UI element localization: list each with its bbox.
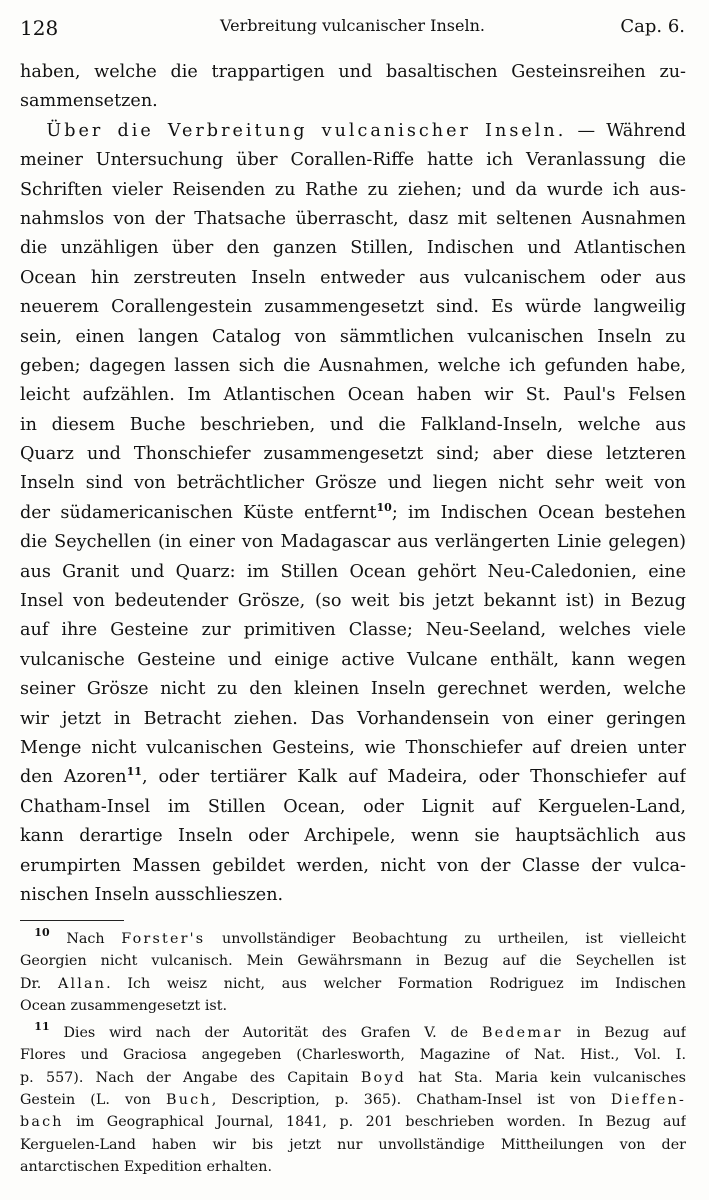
footnote-line: antarctischen Expedition erhalten. bbox=[20, 1158, 272, 1175]
footnote-line bbox=[20, 1089, 686, 1111]
text-line: die unzähligen über den ganzen Stillen, Indischen und Atlantischen bbox=[20, 238, 686, 259]
text-line: haben, welche die trappartigen und basaltischen Gesteinsreihen zu- bbox=[20, 62, 686, 82]
footnotes bbox=[20, 928, 686, 1178]
footnote-line bbox=[20, 928, 686, 950]
text-line: in diesem Buche beschrieben, und die Falkland-Inseln, welche aus bbox=[20, 414, 686, 435]
footnote-11 bbox=[20, 1022, 686, 1178]
footnote-divider bbox=[20, 920, 124, 921]
text-fragment: unvollständiger Beobachtung zu urtheilen, ist vielleicht bbox=[205, 931, 686, 947]
person-name: bach bbox=[20, 1114, 64, 1131]
text-fragment: Dr. bbox=[20, 975, 58, 992]
text-line: neuerem Corallengestein zusammengesetzt sind. Es würde langweilig bbox=[20, 297, 686, 318]
text-line: seiner Grösze nicht zu den kleinen Inseln gerechnet werden, welche bbox=[20, 679, 686, 700]
text-line: sein, einen langen Catalog von sämmtlichen vulcanischen Inseln zu bbox=[20, 326, 686, 347]
text-fragment: . Ich weisz nicht, aus welcher Formation Rodriguez im Indischen bbox=[106, 975, 686, 992]
text-line: Quarz und Thonschiefer zusammengesetzt sind; aber diese letzteren bbox=[20, 444, 686, 465]
text-line: geben; dagegen lassen sich die Ausnahmen, welche ich gefunden habe, bbox=[20, 355, 686, 376]
text-fragment: ; im Indischen Ocean bestehen bbox=[391, 502, 686, 523]
text-line: Menge nicht vulcanischen Gesteins, wie Thonschiefer auf dreien unter bbox=[20, 737, 686, 758]
running-title: Verbreitung vulcanischer Inseln. bbox=[220, 16, 485, 35]
text-line: leicht aufzählen. Im Atlantischen Ocean haben wir St. Paul's Felsen bbox=[20, 385, 686, 406]
text-line-heading bbox=[20, 117, 686, 146]
text-line: Insel von bedeutender Grösze, (so weit bis jetzt bekannt ist) in Bezug bbox=[20, 591, 686, 612]
footnote-line bbox=[20, 973, 686, 995]
text-line: meiner Untersuchung über Corallen-Riffe hatte ich Veranlassung die bbox=[20, 150, 686, 171]
text-line: Schriften vieler Reisenden zu Rathe zu ziehen; und da wurde ich aus- bbox=[20, 179, 686, 200]
text-line: nischen Inseln ausschlieszen. bbox=[20, 884, 284, 905]
text-fragment: Nach bbox=[49, 931, 122, 947]
text-fragment: , Description, p. 365). Chatham-Insel ist von bbox=[211, 1092, 611, 1109]
footnote-marker: 10 bbox=[34, 928, 50, 939]
text-line: aus Granit und Quarz: im Stillen Ocean gehört Neu-Caledonien, eine bbox=[20, 561, 686, 582]
person-name: Buch bbox=[165, 1092, 212, 1109]
section-heading-tail: — Während bbox=[566, 120, 686, 141]
text-line: Ocean hin zerstreuten Inseln entweder aus vulcanischem oder aus bbox=[20, 267, 686, 288]
footnote-10 bbox=[20, 928, 686, 1017]
person-name: Forster's bbox=[121, 931, 206, 947]
text-line-note-ref bbox=[20, 763, 686, 792]
text-fragment: hat Sta. Maria kein vulcanisches bbox=[405, 1069, 686, 1086]
running-header bbox=[20, 14, 685, 44]
text-fragment: p. 557). Nach der Angabe des Capitain bbox=[20, 1069, 361, 1086]
footnote-line bbox=[20, 1111, 686, 1133]
chapter-label: Cap. 6. bbox=[620, 16, 685, 37]
page-number: 128 bbox=[20, 16, 59, 40]
text-line: auf ihre Gesteine zur primitiven Classe; Neu-Seeland, welches viele bbox=[20, 620, 686, 641]
person-name: Bedemar bbox=[481, 1025, 563, 1042]
footnote-ref-11: 11 bbox=[126, 765, 142, 779]
text-line: die Seychellen (in einer von Madagascar aus verlängerten Linie gelegen) bbox=[20, 532, 686, 553]
footnote-line: Georgien nicht vulcanisch. Mein Gewährsmann in Bezug auf die Seychellen ist bbox=[20, 953, 686, 970]
text-fragment: den Azoren bbox=[20, 767, 127, 788]
text-line: wir jetzt in Betracht ziehen. Das Vorhandensein von einer geringen bbox=[20, 708, 686, 729]
text-fragment: Gestein (L. von bbox=[20, 1092, 166, 1109]
footnote-line bbox=[20, 1022, 686, 1044]
person-name: Dieffen- bbox=[610, 1092, 686, 1109]
text-fragment: Dies wird nach der Autorität des Grafen V. de bbox=[49, 1025, 482, 1042]
main-text bbox=[20, 58, 686, 910]
footnote-marker: 11 bbox=[34, 1022, 50, 1034]
text-line: erumpirten Massen gebildet werden, nicht von der Classe der vulca- bbox=[20, 855, 686, 876]
person-name: Allan bbox=[57, 975, 107, 992]
footnote-line bbox=[20, 1067, 686, 1089]
text-line: sammensetzen. bbox=[20, 91, 158, 112]
text-fragment: im Geographical Journal, 1841, p. 201 beschrieben worden. In Bezug auf bbox=[63, 1114, 686, 1131]
footnote-line: Ocean zusammengesetzt ist. bbox=[20, 997, 228, 1014]
footnote-line: Flores und Graciosa angegeben (Charlesworth, Magazine of Nat. Hist., Vol. I. bbox=[20, 1047, 686, 1064]
footnote-line: Kerguelen-Land haben wir bis jetzt nur unvollständige Mittheilungen von der bbox=[20, 1136, 686, 1153]
text-line: Inseln sind von beträchtlicher Grösze und liegen nicht sehr weit von bbox=[20, 473, 686, 494]
text-line: Chatham-Insel im Stillen Ocean, oder Lignit auf Kerguelen-Land, bbox=[20, 796, 686, 817]
text-line-note-ref bbox=[20, 499, 686, 528]
text-line: vulcanische Gesteine und einige active Vulcane enthält, kann wegen bbox=[20, 649, 686, 670]
footnote-ref-10: 10 bbox=[376, 500, 392, 514]
section-heading: Über die Verbreitung vulcanischer Inseln. bbox=[46, 120, 567, 141]
text-line: nahmslos von der Thatsache überrascht, dasz mit seltenen Ausnahmen bbox=[20, 208, 686, 229]
text-fragment: in Bezug auf bbox=[562, 1025, 686, 1042]
text-fragment: , oder tertiärer Kalk auf Madeira, oder Thonschiefer auf bbox=[141, 767, 686, 788]
text-line: kann derartige Inseln oder Archipele, wenn sie hauptsächlich aus bbox=[20, 826, 686, 847]
text-fragment: der südamericanischen Küste entfernt bbox=[20, 502, 377, 523]
person-name: Boyd bbox=[360, 1069, 406, 1086]
